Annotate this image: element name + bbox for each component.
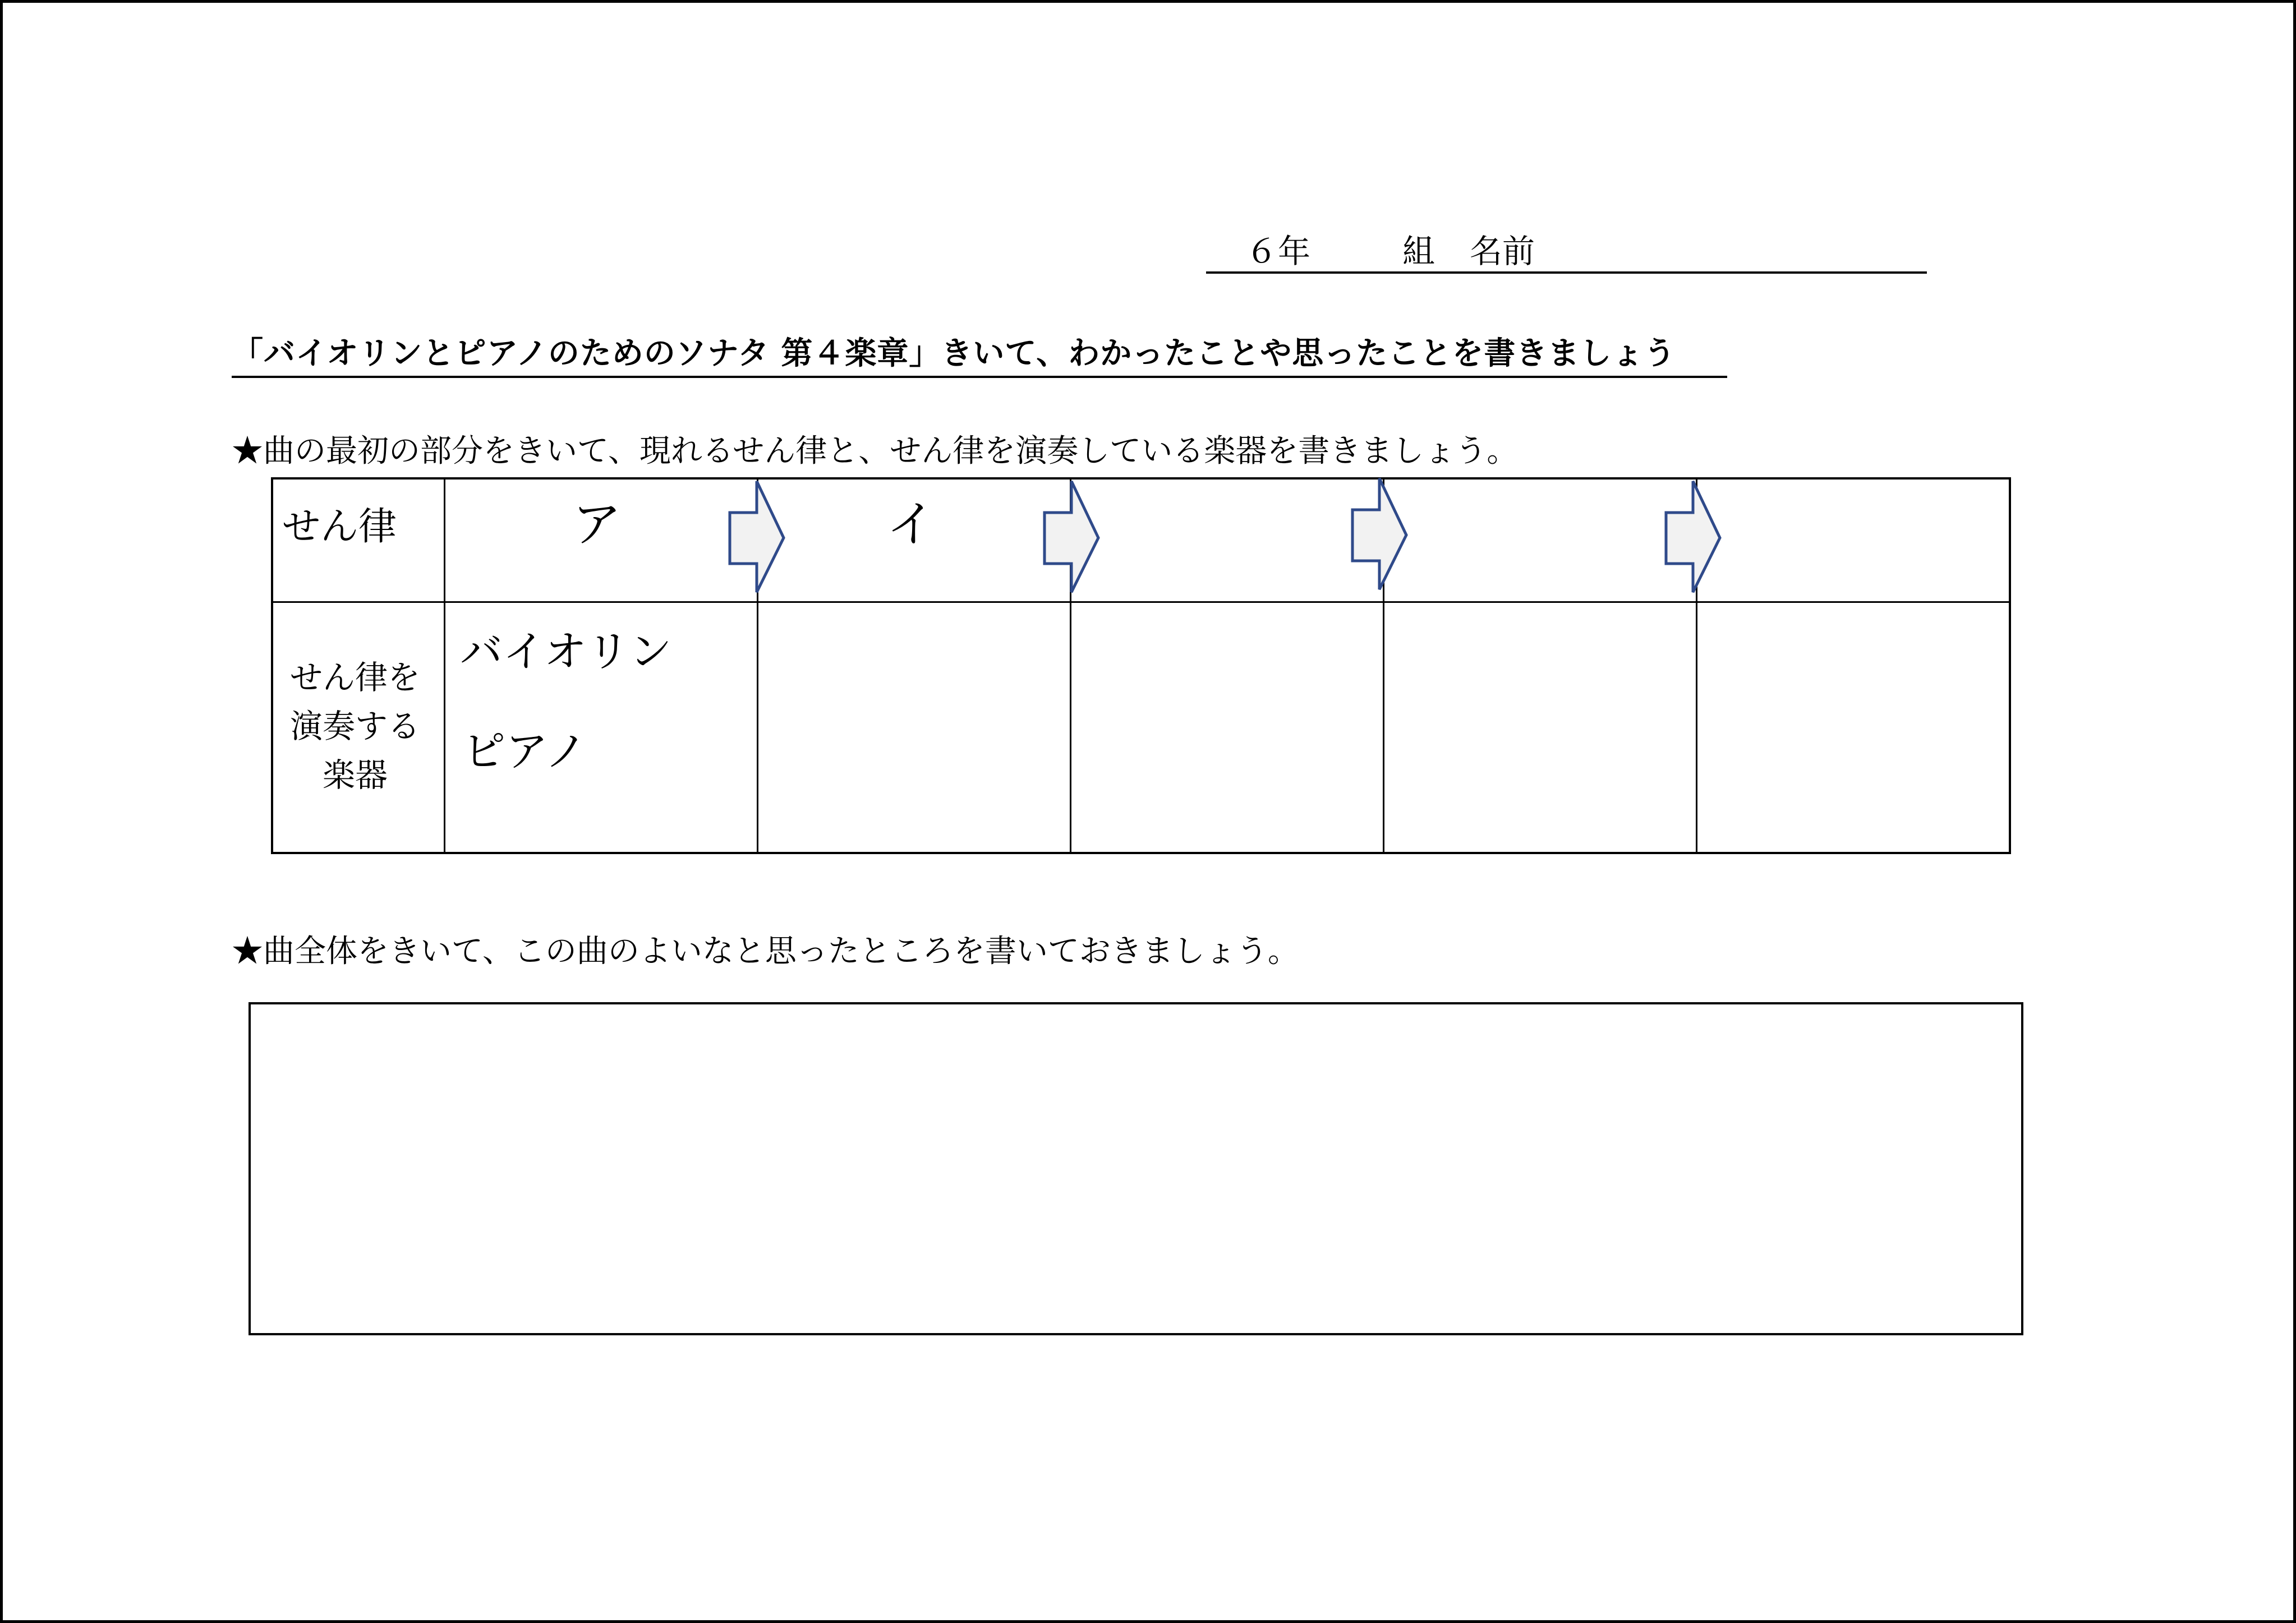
instruction-impression: ★曲全体をきいて、この曲のよいなと思ったところを書いておきましょう。: [232, 933, 1299, 970]
melody-mark-i: イ: [886, 495, 936, 553]
right-arrow-icon: [1350, 475, 1410, 593]
instrument-row-label-line: 演奏する: [289, 707, 420, 745]
instrument-piano: ピアノ: [463, 726, 587, 776]
name-label: 名前: [1470, 232, 1535, 270]
table-border-left: [271, 477, 273, 854]
instrument-violin: バイオリン: [460, 626, 672, 676]
instrument-row-label: [282, 653, 428, 800]
table-col-divider: [444, 477, 445, 854]
name-line: [1206, 231, 1927, 274]
worksheet-title: 「バイオリンとピアノのためのソナタ 第４楽章」きいて、わかったことや思ったことを書きましょう: [232, 332, 1727, 378]
instrument-row-label-line: 楽器: [322, 756, 388, 794]
instruction-melody: ★曲の最初の部分をきいて、現れるせん律と、せん律を演奏している楽器を書きましょう。: [232, 433, 1519, 469]
table-row-divider: [271, 601, 2011, 603]
table-border-bottom: [271, 852, 2011, 854]
table-border-right: [2009, 477, 2011, 854]
class-label: 組: [1402, 232, 1435, 270]
instrument-row-label-line: せん律を: [289, 658, 420, 697]
melody-row-label: せん律: [282, 505, 397, 549]
grade-label: ６年: [1245, 232, 1311, 270]
table-border-top: [271, 477, 2011, 479]
impression-answer-box[interactable]: [249, 1002, 2023, 1335]
right-arrow-icon: [1664, 478, 1723, 596]
right-arrow-icon: [1042, 478, 1102, 596]
right-arrow-icon: [728, 478, 787, 596]
melody-mark-a: ア: [572, 495, 622, 553]
